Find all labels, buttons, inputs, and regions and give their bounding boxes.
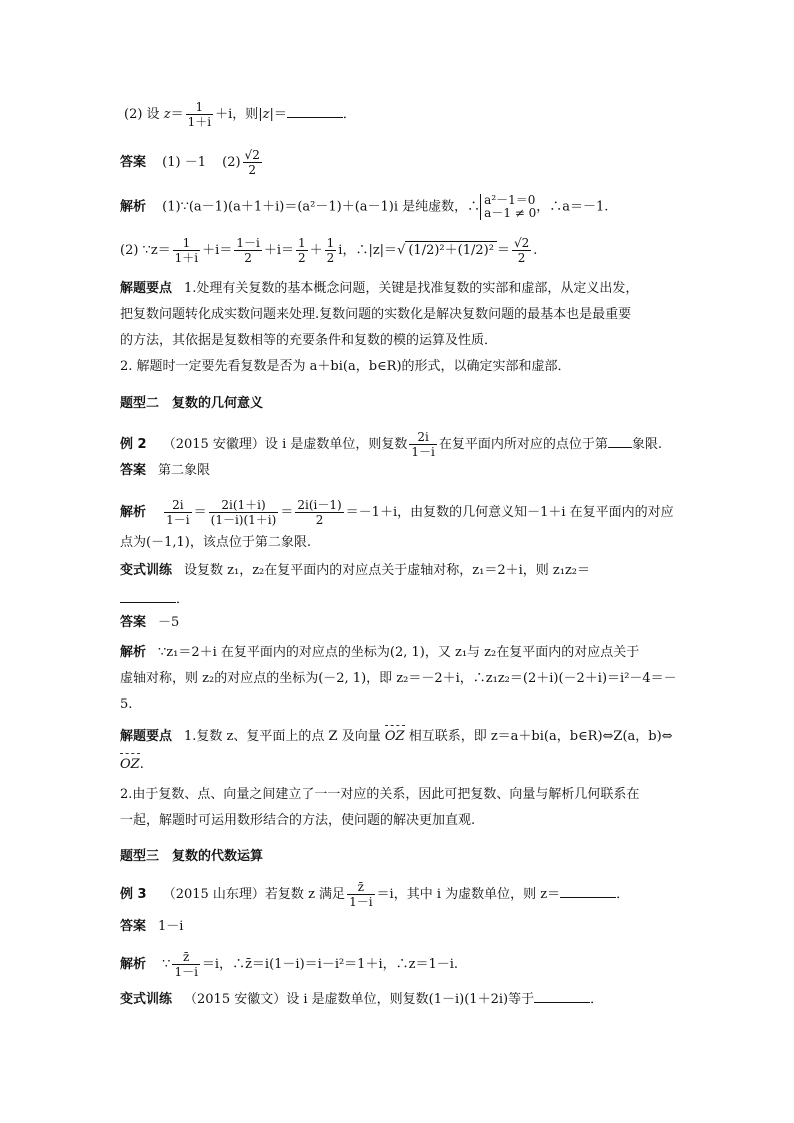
topic-heading: 题型二 复数的几何意义 [120,396,264,411]
answer-blank[interactable] [534,988,590,1003]
answer-blank[interactable] [120,588,176,603]
answer-1: 答案 (1) －1 (2) $\frac{√2}{2}$ [120,148,260,177]
answer-blank[interactable] [560,883,616,898]
key-points-1: 解题要点 1.处理有关复数的基本概念问题，关键是找准复数的实部和虚部，从定义出发， [120,281,639,296]
solution-5: 解析 ∵ $\frac{z̄}{1-i}$ ＝i，∴z̄＝i(1－i)＝i－i²＝1＋i，∴z＝1－i. [120,950,459,979]
example-2: 例 2 （2015 安徽理）设 i 是虚数单位，则复数 $\frac{2i}{1-i}$ 在复平面内所对应的点位于第 象限. [120,430,662,459]
solution-4: 解析 ∵z₁＝2＋i 在复平面内的对应点的坐标为(2, 1)，又 z₁与 z₂在复平面内的对应点关于 [120,645,640,660]
fraction: $\frac{√2}{2}$ [244,148,260,177]
answer-4: 答案 1－i [120,919,184,934]
question-2: (2) 设 z＝ $\frac{1}{1+i}$ ＋i，则|z|＝ ． [124,100,356,129]
solution-3: 解析 $\frac{2i}{1-i}$ ＝ $\frac{2i(1+i)}{(1-i)(1+i)}$ ＝ $\frac{2i(i-1)}{2}$ ＝－1＋i，由复数的几何意义知－1＋i 在复平面内的对应 [120,498,674,527]
answer-3: 答案 －5 [120,615,180,630]
vector-oz: OZ [384,729,405,744]
vector-oz: OZ [120,757,140,772]
answer-blank[interactable] [287,103,343,118]
solution-1: 解析 (1)∵(a－1)(a＋1＋i)＝(a²－1)＋(a－1)i 是纯虚数，∴ a²－1＝0 a－1 ≠ 0，∴a＝－1. [120,193,609,220]
variant-exercise-1: 变式训练 设复数 z₁，z₂在复平面内的对应点关于虚轴对称，z₁＝2＋i，则 z₁z₂＝ [120,563,591,578]
topic-heading: 题型三 复数的代数运算 [120,849,264,864]
fraction: $\frac{1}{1+i}$ [187,100,212,129]
square-root: (1/2)²＋(1/2)² [405,241,497,260]
document-page: (2) 设 z＝ $\frac{1}{1+i}$ ＋i，则|z|＝ ． 答案 (1) －1 (2) $\frac{√2}{2}$ 解析 (1)∵(a－1)(a＋1＋i)＝(a²－1)＋(a－1)i 是纯虚数，∴ a²－1＝0 a－1 ≠ 0，∴a＝－1. (2) ∵z＝ $\frac{1}{1+i}$ ＋i＝ $\frac{1-i}{2}$ ＋i＝ $\frac{1}{2}$ ＋ $\frac{1}{2}$ i，∴|z|＝√ (1/2)²＋(1/2)² ＝ $\frac{√2}{2}$ . 解题要点 1.处理有关复数的基本概念问题，关键是找准复数的实部和虚部，从定义出发， 把复数问题转化成实数问题来处理.复数问题的实数化是解决复数问题的最基本也是最重要 的方法，其依据是复数相等的充要条件和复数的模的运算及性质． 2. 解题时一定要先看复数是否为 a＋bi(a，b∈R)的形式，以确定实部和虚部． 题型二 复数的几何意义 例 2 （2015 安徽理）设 i 是虚数单位，则复数 $\frac{2i}{1-i}$ 在复平面内所对应的点位于第 象限. 答案 第二象限 解析 $\frac{2i}{1-i}$ ＝ $\frac{2i(1+i)}{(1-i)(1+i)}$ ＝ $\frac{2i(i-1)}{2}$ ＝－1＋i，由复数的几何意义知－1＋i 在复平面内的对应 点为(－1,1)，该点位于第二象限. 变式训练 设复数 z₁，z₂在复平面内的对应点关于虚轴对称，z₁＝2＋i，则 z₁z₂＝ ． 答案 －5 解析 ∵z₁＝2＋i 在复平面内的对应点的坐标为(2, 1)，又 z₁与 z₂在复平面内的对应点关于 虚轴对称，则 z₂的对应点的坐标为(－2, 1)，即 z₂＝－2＋i，∴z₁z₂＝(2＋i)(－2＋i)＝i²－4＝－ 5. 解题要点 1.复数 z、复平面上的点 Z 及向量 OZ 相互联系，即 z＝a＋bi(a，b∈R)⇔Z(a，b)⇔ OZ. 2.由于复数、点、向量之间建立了一一对应的关系，因此可把复数、向量与解析几何联系在 一起，解题时可运用数形结合的方法，使问题的解决更加直观. 题型三 复数的代数运算 例 3 （2015 山东理）若复数 z 满足 $\frac{z̄}{1-i}$ ＝i，其中 i 为虚数单位，则 z＝ ． 答案 1－i 解析 ∵ $\frac{z̄}{1-i}$ ＝i，∴z̄＝i(1－i)＝i－i²＝1＋i，∴z＝1－i. 变式训练 （2015 安徽文）设 i 是虚数单位，则复数(1－i)(1＋2i)等于 ． [120,100,677,1007]
solution-2: (2) ∵z＝ $\frac{1}{1+i}$ ＋i＝ $\frac{1-i}{2}$ ＋i＝ $\frac{1}{2}$ ＋ $\frac{1}{2}$ i，∴|z|＝√ (1/2)²＋(1/2)² ＝ $\frac{√2}{2}$ . [120,236,538,265]
variant-exercise-2: 变式训练 （2015 安徽文）设 i 是虚数单位，则复数(1－i)(1＋2i)等于 ． [120,988,603,1009]
example-3: 例 3 （2015 山东理）若复数 z 满足 $\frac{z̄}{1-i}$ ＝i，其中 i 为虚数单位，则 z＝ ． [120,880,630,909]
equation-system: a²－1＝0 a－1 ≠ 0 [480,194,536,220]
answer-2: 答案 第二象限 [120,463,211,478]
key-points-2: 解题要点 1.复数 z、复平面上的点 Z 及向量 OZ 相互联系，即 z＝a＋bi(a，b∈R)⇔Z(a，b)⇔ [120,729,673,744]
answer-blank[interactable] [608,433,632,448]
